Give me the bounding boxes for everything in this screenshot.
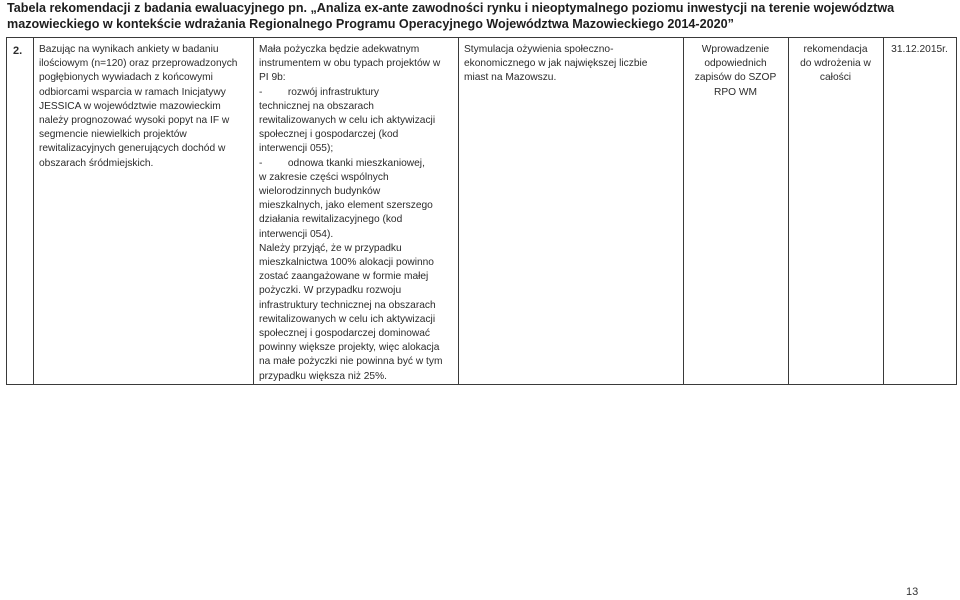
purpose-line: ekonomicznego w jak największej liczbie (464, 58, 648, 70)
method-cell (684, 38, 789, 385)
recommendation-line: instrumentem w obu typach projektów w (259, 58, 441, 70)
recommendation-line: interwencji 055); (259, 143, 334, 155)
recommendation-line: społecznej i gospodarczej dominować (259, 328, 431, 340)
recommendation-cell (254, 38, 459, 385)
recommendation-line: Mała pożyczka będzie adekwatnym (259, 44, 420, 55)
recommendation-table (6, 37, 957, 385)
deadline-cell (884, 38, 957, 385)
scope-cell (789, 38, 884, 385)
conclusion-line: ilościowym (n=120) oraz przeprowadzonych (39, 58, 238, 70)
conclusion-line: rewitalizacyjnych generujących dochód w (39, 143, 226, 155)
row-number: 2. (13, 45, 23, 57)
conclusion-line: segmencie niewielkich projektów (39, 129, 187, 141)
method-line: zapisów do SZOP (694, 72, 777, 84)
document-heading (7, 0, 957, 32)
deadline: 31.12.2015r. (891, 44, 948, 55)
method-line: Wprowadzenie (701, 44, 770, 55)
page-number: 13 (906, 586, 919, 598)
scope-line: do wdrożenia w (800, 58, 871, 70)
method-line: odpowiednich (704, 58, 767, 70)
recommendation-line: - odnowa tkanki mieszkaniowej, (259, 157, 425, 169)
recommendation-line: społecznej i gospodarczej (kod (259, 129, 399, 141)
recommendation-line: PI 9b: (259, 72, 286, 84)
recommendation-line: rewitalizowanych w celu ich aktywizacji (259, 115, 436, 127)
recommendation-line: powinny większe projekty, więc alokacja (259, 342, 440, 354)
recommendation-line: mieszkalnictwa 100% alokacji powinno (259, 257, 434, 269)
recommendation-line: Należy przyjąć, że w przypadku (259, 242, 402, 254)
conclusion-line: obszarach śródmiejskich. (39, 157, 154, 169)
recommendation-line: mieszkalnych, jako element szerszego (259, 200, 433, 212)
recommendation-line: zostać zaangażowane w formie małej (259, 271, 429, 283)
recommendation-line: - rozwój infrastruktury (259, 86, 380, 98)
recommendation-line: interwencji 054). (259, 228, 334, 240)
heading-line-2: mazowieckiego w kontekście wdrażania Regionalnego Programu Operacyjnego Województwa Mazowieckiego 2014-2020” (7, 17, 734, 31)
scope-line: całości (819, 72, 852, 84)
conclusion-line: pogłębionych wywiadach z końcowymi (39, 72, 213, 84)
method-line: RPO WM (713, 86, 757, 98)
table-row (7, 38, 957, 385)
recommendation-line: wielorodzinnych budynków (259, 186, 381, 198)
recommendation-line: technicznej na obszarach (259, 100, 374, 112)
purpose-line: Stymulacja ożywienia społeczno- (464, 44, 614, 55)
recommendation-line: infrastruktury technicznej na obszarach (259, 299, 436, 311)
recommendation-line: na małe pożyczki nie powinna być w tym (259, 356, 443, 368)
heading-line-1: Tabela rekomendacji z badania ewaluacyjnego pn. „Analiza ex-ante zawodności rynku i nieoptymalnego poziomu inwestycji na terenie województwa (7, 1, 895, 15)
conclusion-line: należy prognozować wysoki popyt na IF w (39, 115, 230, 127)
conclusion-line: odbiorcami wsparcia w ramach Inicjatywy (39, 86, 226, 98)
conclusion-line: JESSICA w województwie mazowieckim (39, 100, 221, 112)
purpose-line: miast na Mazowszu. (464, 72, 557, 84)
conclusion-cell (34, 38, 254, 385)
row-number-cell (7, 38, 34, 385)
conclusion-line: Bazując na wynikach ankiety w badaniu (39, 44, 219, 55)
recommendation-line: rewitalizowanych w celu ich aktywizacji (259, 313, 436, 325)
recommendation-line: działania rewitalizacyjnego (kod (259, 214, 403, 226)
recommendation-line: przypadku większa niż 25%. (259, 370, 387, 382)
purpose-cell (459, 38, 684, 385)
recommendation-line: w zakresie części wspólnych (259, 171, 389, 183)
recommendation-line: pożyczki. W przypadku rozwoju (259, 285, 402, 297)
scope-line: rekomendacja (803, 44, 868, 55)
